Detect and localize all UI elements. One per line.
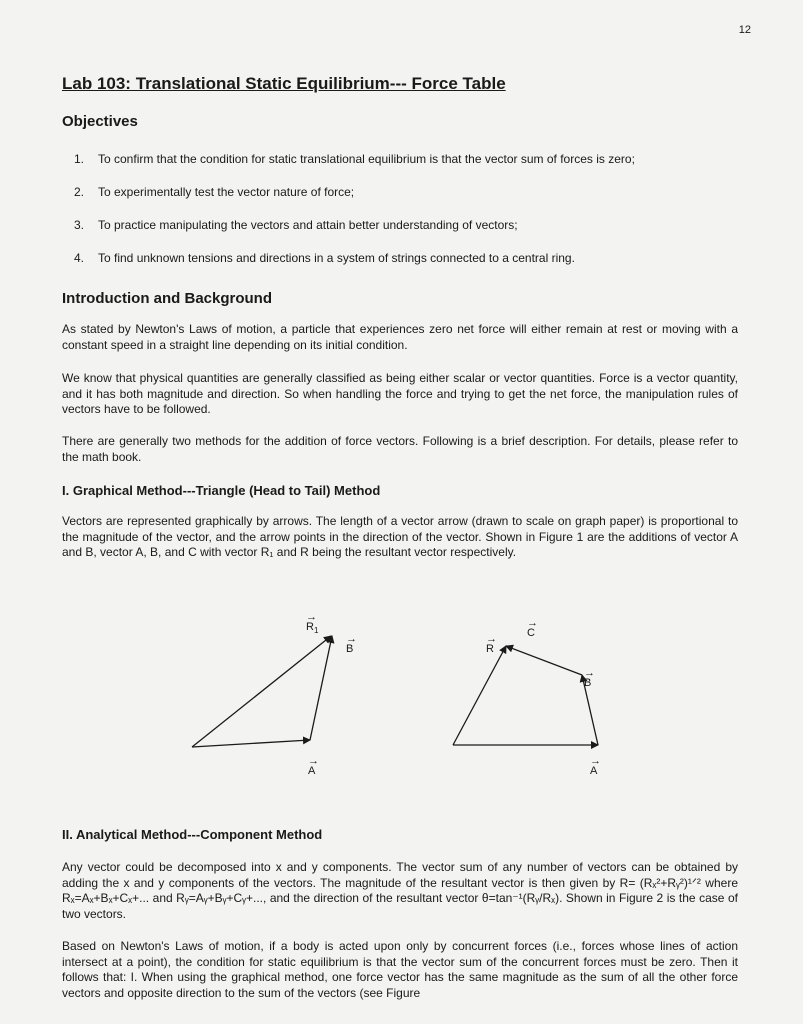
page-number: 12 bbox=[738, 24, 751, 36]
label-b-right: B bbox=[584, 677, 592, 689]
vector-r1 bbox=[192, 636, 331, 747]
intro-heading: Introduction and Background bbox=[62, 290, 272, 307]
intro-paragraph-2: We know that physical quantities are generally classified as being either scalar or vector quantities. Force is a vector quantity, and it has both magnitude and direction. So when handling the force and trying to get the net force, the manipulation rules of vectors have to be followed. bbox=[62, 371, 738, 416]
label-c-arrow: → bbox=[527, 617, 538, 629]
label-a-right-arrow: → bbox=[590, 755, 601, 767]
label-r-arrow: → bbox=[486, 633, 497, 645]
objective-item: 3. To practice manipulating the vectors and attain better understanding of vectors; bbox=[74, 218, 518, 232]
label-c: C bbox=[527, 627, 535, 639]
label-a-left-arrow: → bbox=[308, 755, 319, 767]
label-b-left-arrow: → bbox=[346, 633, 357, 645]
analytical-method-heading: II. Analytical Method---Component Method bbox=[62, 827, 323, 842]
label-a-left: A bbox=[308, 765, 316, 777]
graphical-method-heading: I. Graphical Method---Triangle (Head to Tail) Method bbox=[62, 483, 381, 498]
label-r1-arrow: → bbox=[306, 611, 317, 623]
analytical-paragraph-2: Based on Newton's Laws of motion, if a body is acted upon only by concurrent forces (i.e., forces whose lines of action intersect at a point), the condition for static equilibrium is that the vector sum of the concurrent forces must be zero. Then it follows that: I. When using the graphical method, one force vector has the same magnitude as the sum of all the other force vectors and opposite direction to the sum of the vectors (see Figure bbox=[62, 939, 738, 1000]
graphical-paragraph: Vectors are represented graphically by arrows. The length of a vector arrow (drawn to scale on graph paper) is proportional to the magnitude of the vector, and the arrow points in the direction of the vector. Shown in Figure 1 are the additions of vector A and B, vector A, B, and C with vector R₁ and R being the resultant vector respectively. bbox=[62, 514, 738, 559]
intro-paragraph-3: There are generally two methods for the addition of force vectors. Following is a brief description. For details, please refer to the math book. bbox=[62, 434, 738, 464]
label-a-right: A bbox=[590, 765, 598, 777]
objectives-list bbox=[74, 152, 635, 284]
figure-1-vector-diagram bbox=[170, 600, 630, 790]
label-b-right-arrow: → bbox=[584, 667, 595, 679]
vector-r bbox=[453, 646, 506, 745]
vector-b-left bbox=[310, 636, 332, 740]
intro-paragraph-1: As stated by Newton's Laws of motion, a particle that experiences zero net force will either remain at rest or moving with a constant speed in a straight line depending on its initial condition. bbox=[62, 322, 738, 352]
vector-c bbox=[506, 646, 582, 675]
objectives-heading: Objectives bbox=[62, 113, 138, 130]
lab-title: Lab 103: Translational Static Equilibrium--- Force Table bbox=[62, 74, 506, 93]
label-r: R bbox=[486, 643, 494, 655]
analytical-paragraph-1: Any vector could be decomposed into x and y components. The vector sum of any number of vectors can be obtained by adding the x and y components of the vectors. The magnitude of the resultant vector is then given by R= (Rₓ²+Rᵧ²)¹ᐟ² where Rₓ=Aₓ+Bₓ+Cₓ+... and Rᵧ=Aᵧ+Bᵧ+Cᵧ+..., and the direction of the resultant vector θ=tan⁻¹(Rᵧ/Rₓ). Shown in Figure 2 is the case of two vectors. bbox=[62, 860, 738, 921]
label-r1: $R_1$ bbox=[306, 621, 319, 635]
objective-item: 4. To find unknown tensions and directions in a system of strings connected to a central ring. bbox=[74, 251, 575, 265]
objective-item: 2. To experimentally test the vector nature of force; bbox=[74, 185, 355, 199]
label-b-left: B bbox=[346, 643, 354, 655]
vector-a-left bbox=[192, 740, 310, 747]
objective-item: 1. To confirm that the condition for static translational equilibrium is that the vector sum of forces is zero; bbox=[74, 152, 635, 166]
